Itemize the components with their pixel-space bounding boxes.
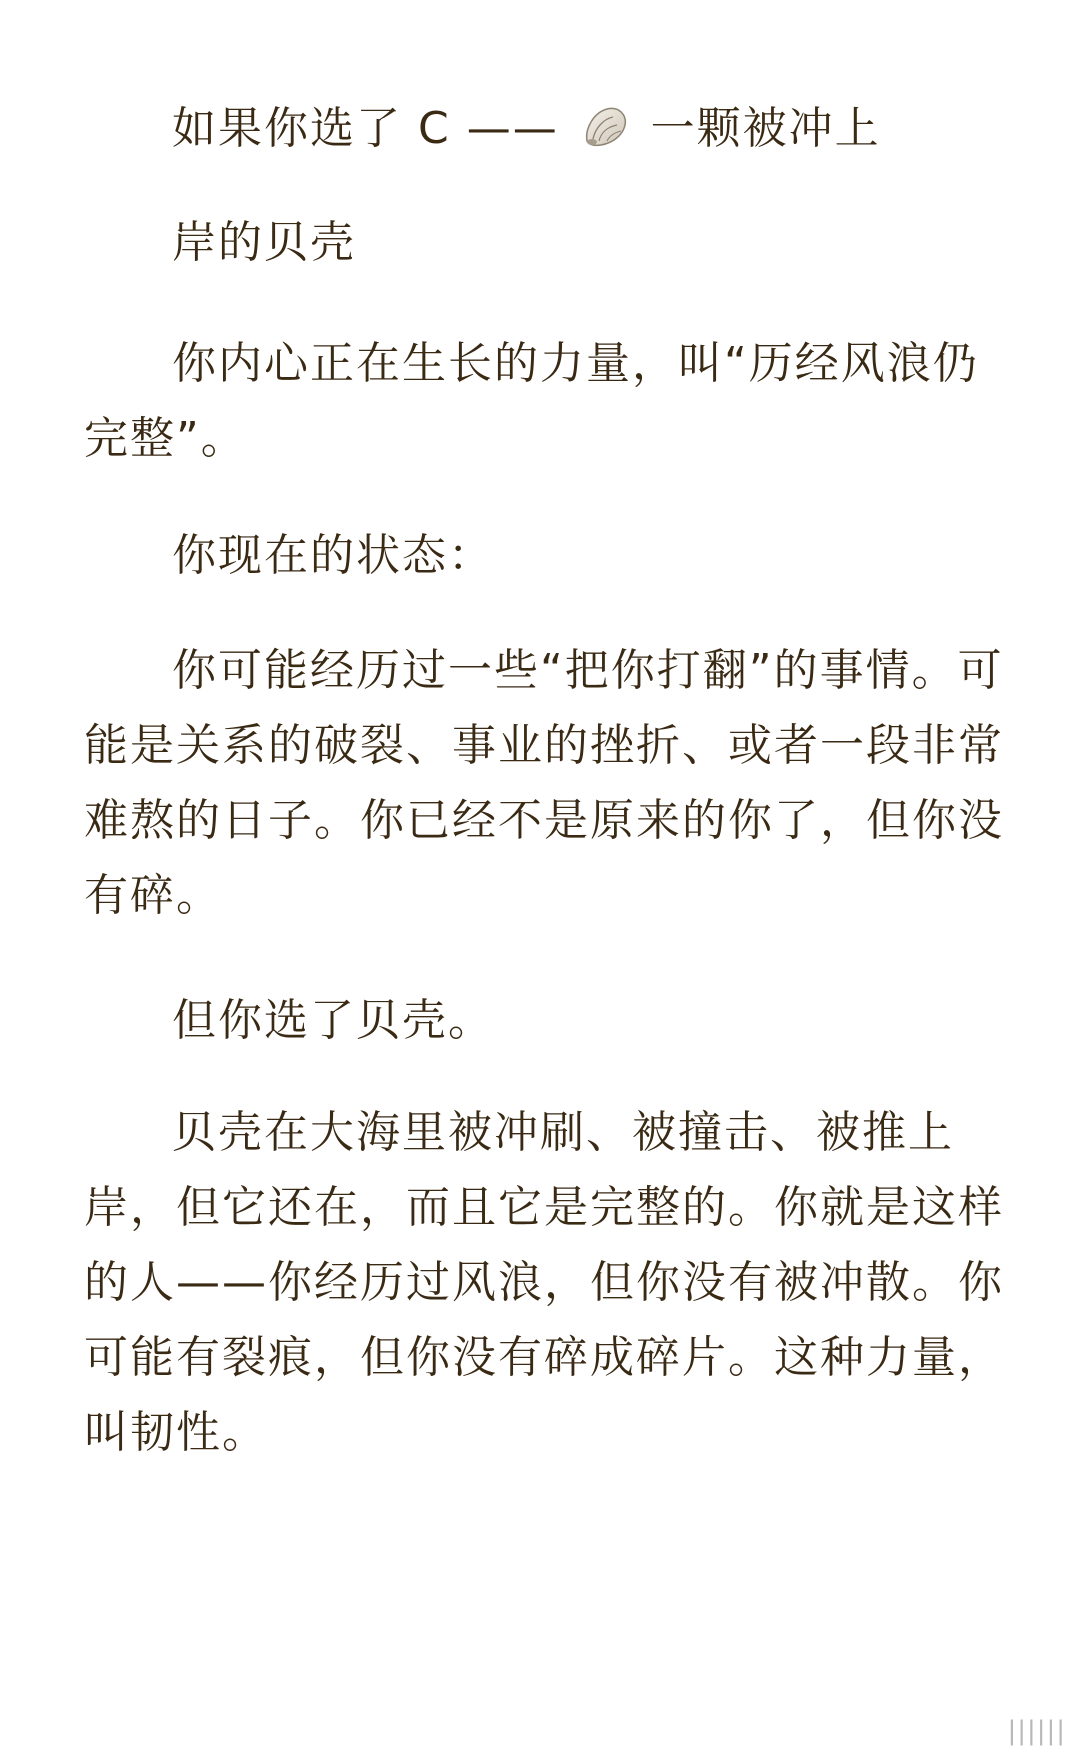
paragraph-choice-text: 但你选了贝壳。	[172, 995, 494, 1046]
paragraph-shell	[84, 1095, 1004, 1470]
paragraph-experience-text: 你可能经历过一些“把你打翻”的事情。可能是关系的破裂、事业的挫折、或者一段非常难熬的日子。你已经不是原来的你了，但你没有碎。	[84, 645, 1004, 921]
option-heading-continued	[84, 205, 1004, 280]
option-heading	[84, 91, 1004, 166]
paragraph-strength-text: 你内心正在生长的力量，叫“历经风浪仍完整”。	[84, 338, 979, 464]
paragraph-experience	[84, 633, 1004, 933]
paragraph-shell-text: 贝壳在大海里被冲刷、被撞击、被推上岸，但它还在，而且它是完整的。你就是这样的人——你经历过风浪，但你没有被冲散。你可能有裂痕，但你没有碎成碎片。这种力量，叫韧性。	[84, 1107, 1004, 1458]
paragraph-state-label-text: 你现在的状态：	[172, 530, 494, 581]
paragraph-strength	[84, 326, 1004, 476]
watermark: ||||||	[1007, 1716, 1066, 1746]
heading-text-part2: 一颗被冲上	[634, 103, 881, 154]
paragraph-state-label	[84, 518, 1004, 593]
heading-text-part1: 如果你选了 C ——	[172, 103, 575, 154]
heading-line2-text: 岸的贝壳	[172, 217, 356, 268]
paragraph-choice	[84, 983, 1004, 1058]
spiral-shell-icon	[579, 101, 631, 153]
